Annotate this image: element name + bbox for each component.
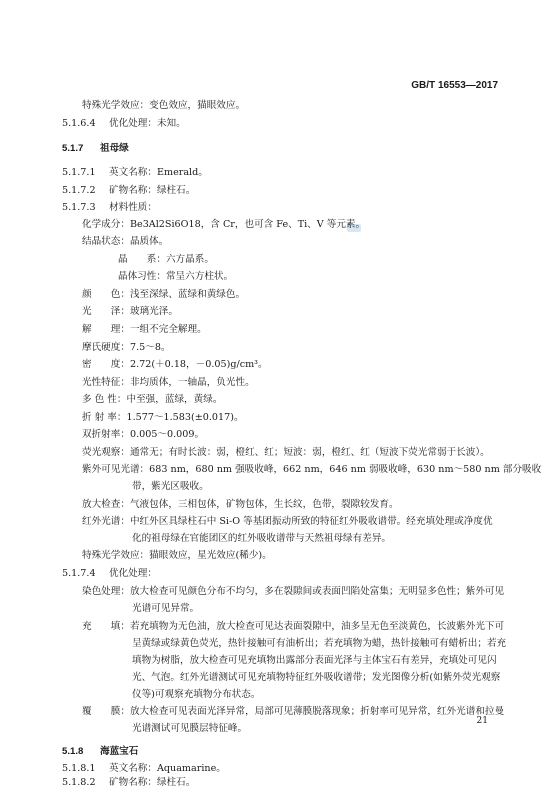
clause-number: 5.1.7.2	[62, 185, 96, 196]
paragraph: 荧光观察：通常无；有时长波：弱，橙红、红；短波：弱，橙红、红（短波下荧光常弱于长波）。	[82, 447, 490, 458]
clause-number: 5.1.8.1	[62, 763, 96, 774]
paragraph: 多 色 性：中至强，蓝绿，黄绿。	[82, 394, 223, 405]
clause-text: 优化处理：未知。	[109, 118, 186, 129]
paragraph: 晶体习性：常呈六方柱状。	[118, 271, 234, 282]
paragraph: 充 填：若充填物为无色油，放大检查可见达表面裂隙中，油多呈无色至淡黄色，长波紫外光下可	[82, 621, 505, 632]
paragraph: 覆 膜：放大检查可见表面光泽异常，局部可见薄膜脱落现象；折射率可见异常，红外光谱和拉曼	[82, 706, 505, 717]
paragraph: 染色处理：放大检查可见颜色分布不均匀，多在裂隙间或表面凹陷处富集；无明显多色性；紫外可见	[82, 586, 505, 597]
clause-text: 英文名称：Emerald。	[109, 167, 208, 178]
paragraph: 解 理：一组不完全解理。	[82, 324, 207, 335]
paragraph: 填物为树脂，放大检查可见充填物出露部分表面光泽与主体宝石有差异，充填处可见闪	[132, 655, 497, 666]
paragraph: 仪等)可观察充填物分布状态。	[132, 689, 261, 700]
paragraph: 密 度：2.72(＋0.18，－0.05)g/cm³。	[82, 359, 268, 370]
clause-text: 矿物名称：绿柱石。	[109, 185, 196, 196]
clause-number: 5.1.7.4	[62, 568, 96, 579]
paragraph: 光性特征：非均质体，一轴晶，负光性。	[82, 377, 255, 388]
clause-number: 5.1.8.2	[62, 777, 96, 788]
clause-text: 英文名称：Aquamarine。	[109, 763, 226, 774]
paragraph: 颜 色：浅至深绿、蓝绿和黄绿色。	[82, 289, 246, 300]
paragraph: 化学成分：Be3Al2Si6O18，含 Cr，也可含 Fe、Ti、V 等元素。	[82, 219, 366, 230]
paragraph: 放大检查：气液包体，三相包体，矿物包体，生长纹，色带，裂隙较发育。	[82, 499, 399, 510]
paragraph: 特殊光学效应：变色效应，猫眼效应。	[82, 100, 246, 111]
paragraph: 摩氏硬度：7.5～8。	[82, 342, 171, 353]
paragraph: 特殊光学效应：猫眼效应，星光效应(稀少)。	[82, 550, 272, 561]
clause-text: 材料性质：	[109, 202, 157, 213]
paragraph: 光 泽：玻璃光泽。	[82, 306, 178, 317]
paragraph: 紫外可见光谱：683 nm，680 nm 强吸收峰，662 nm，646 nm 弱吸收峰，630 nm～580 nm 部分吸收	[82, 464, 542, 475]
paragraph: 红外光谱：中红外区具绿柱石中 Si-O 等基团振动所致的特征红外吸收谱带。经充填处理或净度优	[82, 516, 493, 527]
paragraph: 晶 系：六方晶系。	[118, 254, 214, 265]
paragraph: 光、气泡。红外光谱测试可见充填物特征红外吸收谱带；发光图像分析(如紫外荧光观察	[132, 672, 501, 683]
section-number: 5.1.7	[62, 143, 84, 154]
clause-number: 5.1.6.4	[62, 118, 96, 129]
paragraph: 双折射率：0.005～0.009。	[82, 429, 205, 440]
page-number: 21	[476, 716, 488, 726]
clause-text: 优化处理：	[109, 568, 157, 579]
paragraph: 折 射 率：1.577～1.583(±0.017)。	[82, 412, 244, 423]
paragraph: 结晶状态：晶质体。	[82, 236, 169, 247]
standard-code-header: GB/T 16553—2017	[411, 80, 498, 91]
paragraph: 光谱可见异常。	[132, 603, 200, 614]
section-title: 海蓝宝石	[100, 746, 139, 757]
paragraph: 化的祖母绿在官能团区的红外吸收谱带与天然祖母绿有差异。	[132, 533, 392, 544]
clause-number: 5.1.7.1	[62, 167, 96, 178]
paragraph: 带，紫光区吸收。	[132, 481, 209, 492]
paragraph: 呈黄绿或绿黄色荧光，热针接触可有油析出；若充填物为蜡，热针接触可有蜡析出；若充	[132, 638, 507, 649]
paragraph: 光谱测试可见膜层特征峰。	[132, 723, 248, 734]
clause-number: 5.1.7.3	[62, 202, 96, 213]
section-number: 5.1.8	[62, 746, 84, 757]
clause-text: 矿物名称：绿柱石。	[109, 777, 196, 788]
section-title: 祖母绿	[100, 143, 129, 154]
